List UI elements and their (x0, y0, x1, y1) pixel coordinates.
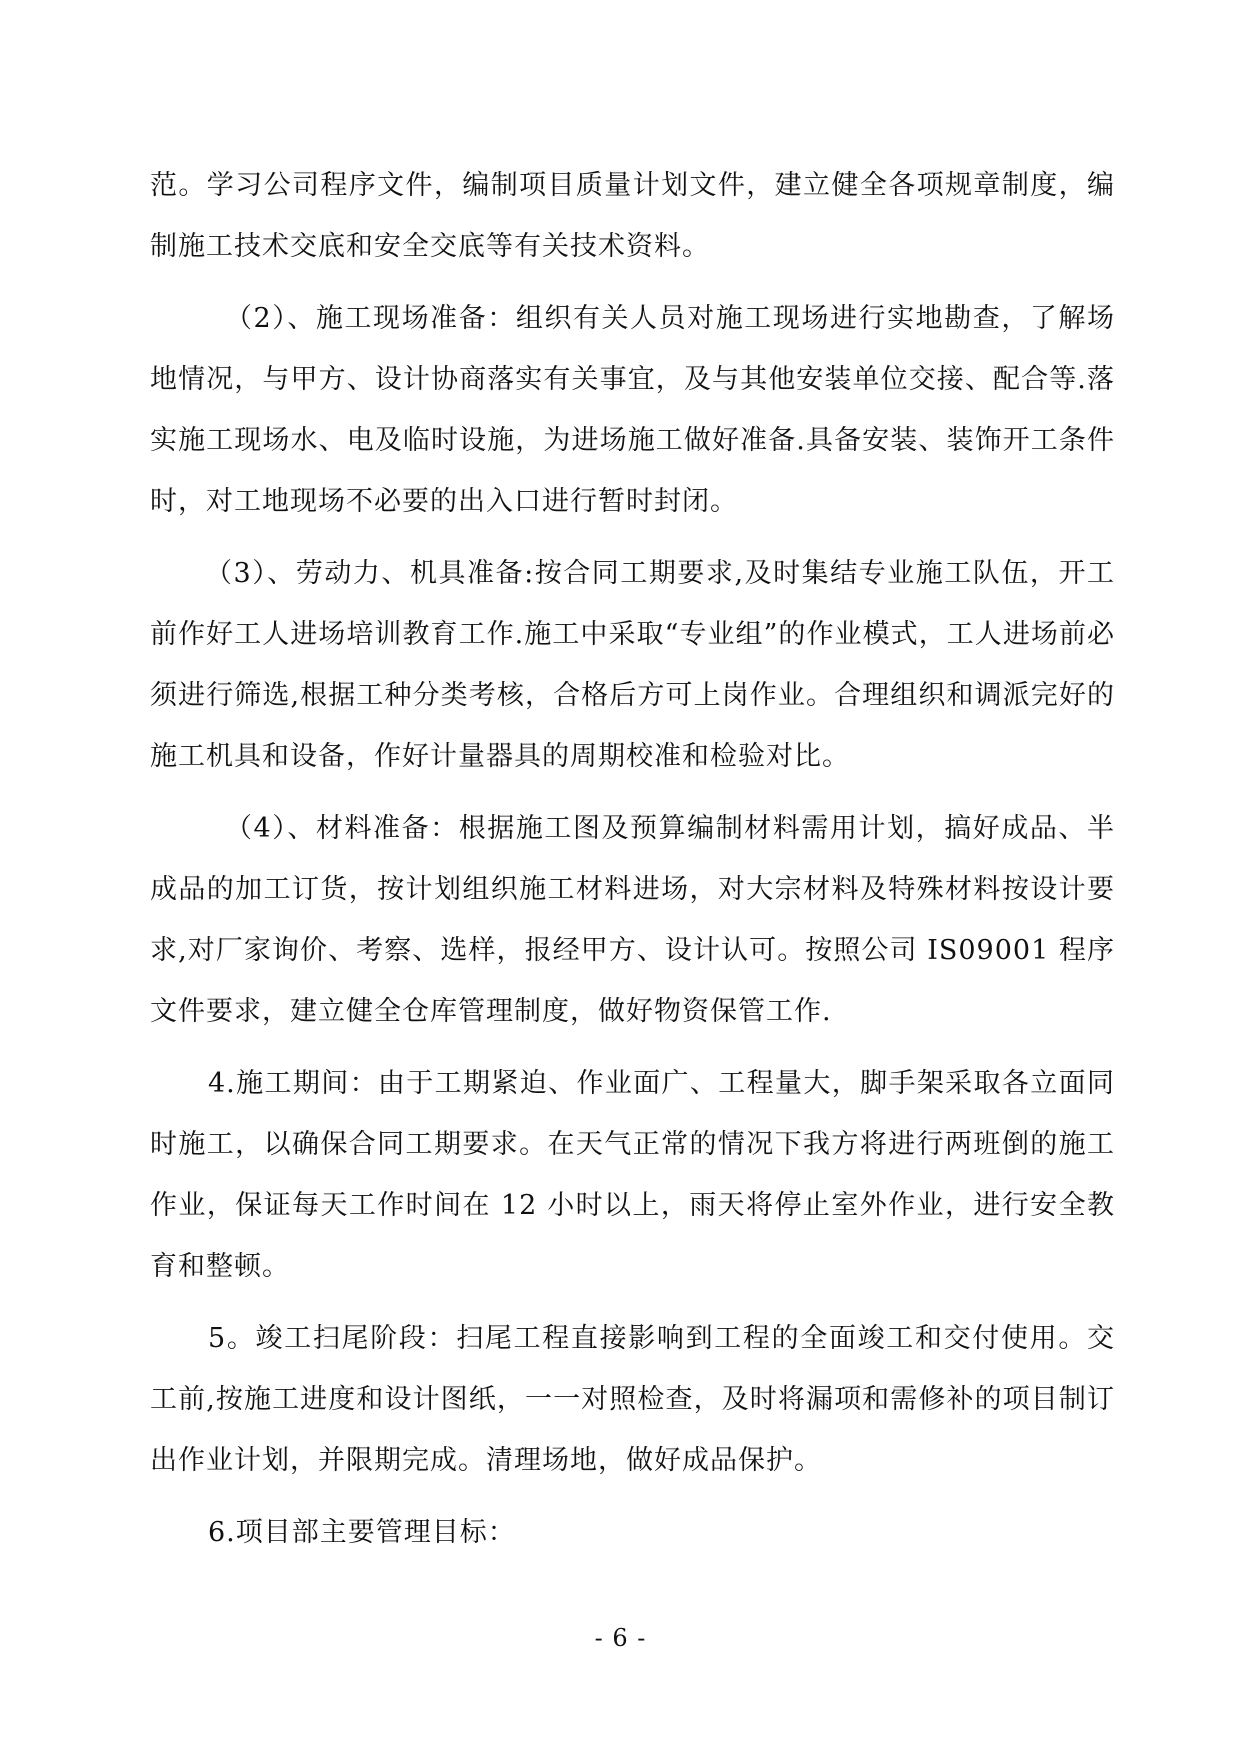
paragraph-site-preparation: （2）、施工现场准备：组织有关人员对施工现场进行实地勘查，了解场地情况，与甲方、设计协商落实有关事宜，及与其他安装单位交接、配合等.落实施工现场水、电及临时设施，为进场施工做好准备.具备安装、装饰开工条件时，对工地现场不必要的出入口进行暂时封闭。 (150, 303, 1115, 517)
paragraph-continuation: 范。学习公司程序文件，编制项目质量计划文件，建立健全各项规章制度，编制施工技术交底和安全交底等有关技术资料。 (150, 170, 1115, 262)
paragraph-construction-period: 4.施工期间：由于工期紧迫、作业面广、工程量大，脚手架采取各立面同时施工，以确保合同工期要求。在天气正常的情况下我方将进行两班倒的施工作业，保证每天工作时间在 12 小时以上，雨天将停止室外作业，进行安全教育和整顿。 (150, 1068, 1115, 1282)
document-body (150, 155, 1115, 1574)
paragraph-completion-stage: 5。竣工扫尾阶段：扫尾工程直接影响到工程的全面竣工和交付使用。交工前,按施工进度和设计图纸，一一对照检查，及时将漏项和需修补的项目制订出作业计划，并限期完成。清理场地，做好成品保护。 (150, 1323, 1115, 1476)
paragraph-management-goals: 6.项目部主要管理目标： (208, 1517, 516, 1548)
paragraph-labor-equipment: （3）、劳动力、机具准备:按合同工期要求,及时集结专业施工队伍，开工前作好工人进场培训教育工作.施工中采取“专业组”的作业模式，工人进场前必须进行筛选,根据工种分类考核，合格后方可上岗作业。合理组织和调派完好的施工机具和设备，作好计量器具的周期校准和检验对比。 (150, 558, 1115, 772)
paragraph-materials: （4）、材料准备：根据施工图及预算编制材料需用计划，搞好成品、半成品的加工订货，按计划组织施工材料进场，对大宗材料及特殊材料按设计要求,对厂家询价、考察、选样，报经甲方、设计认可。按照公司 IS09001 程序文件要求，建立健全仓库管理制度，做好物资保管工作. (150, 813, 1115, 1027)
page-number: - 6 - (594, 1624, 647, 1652)
